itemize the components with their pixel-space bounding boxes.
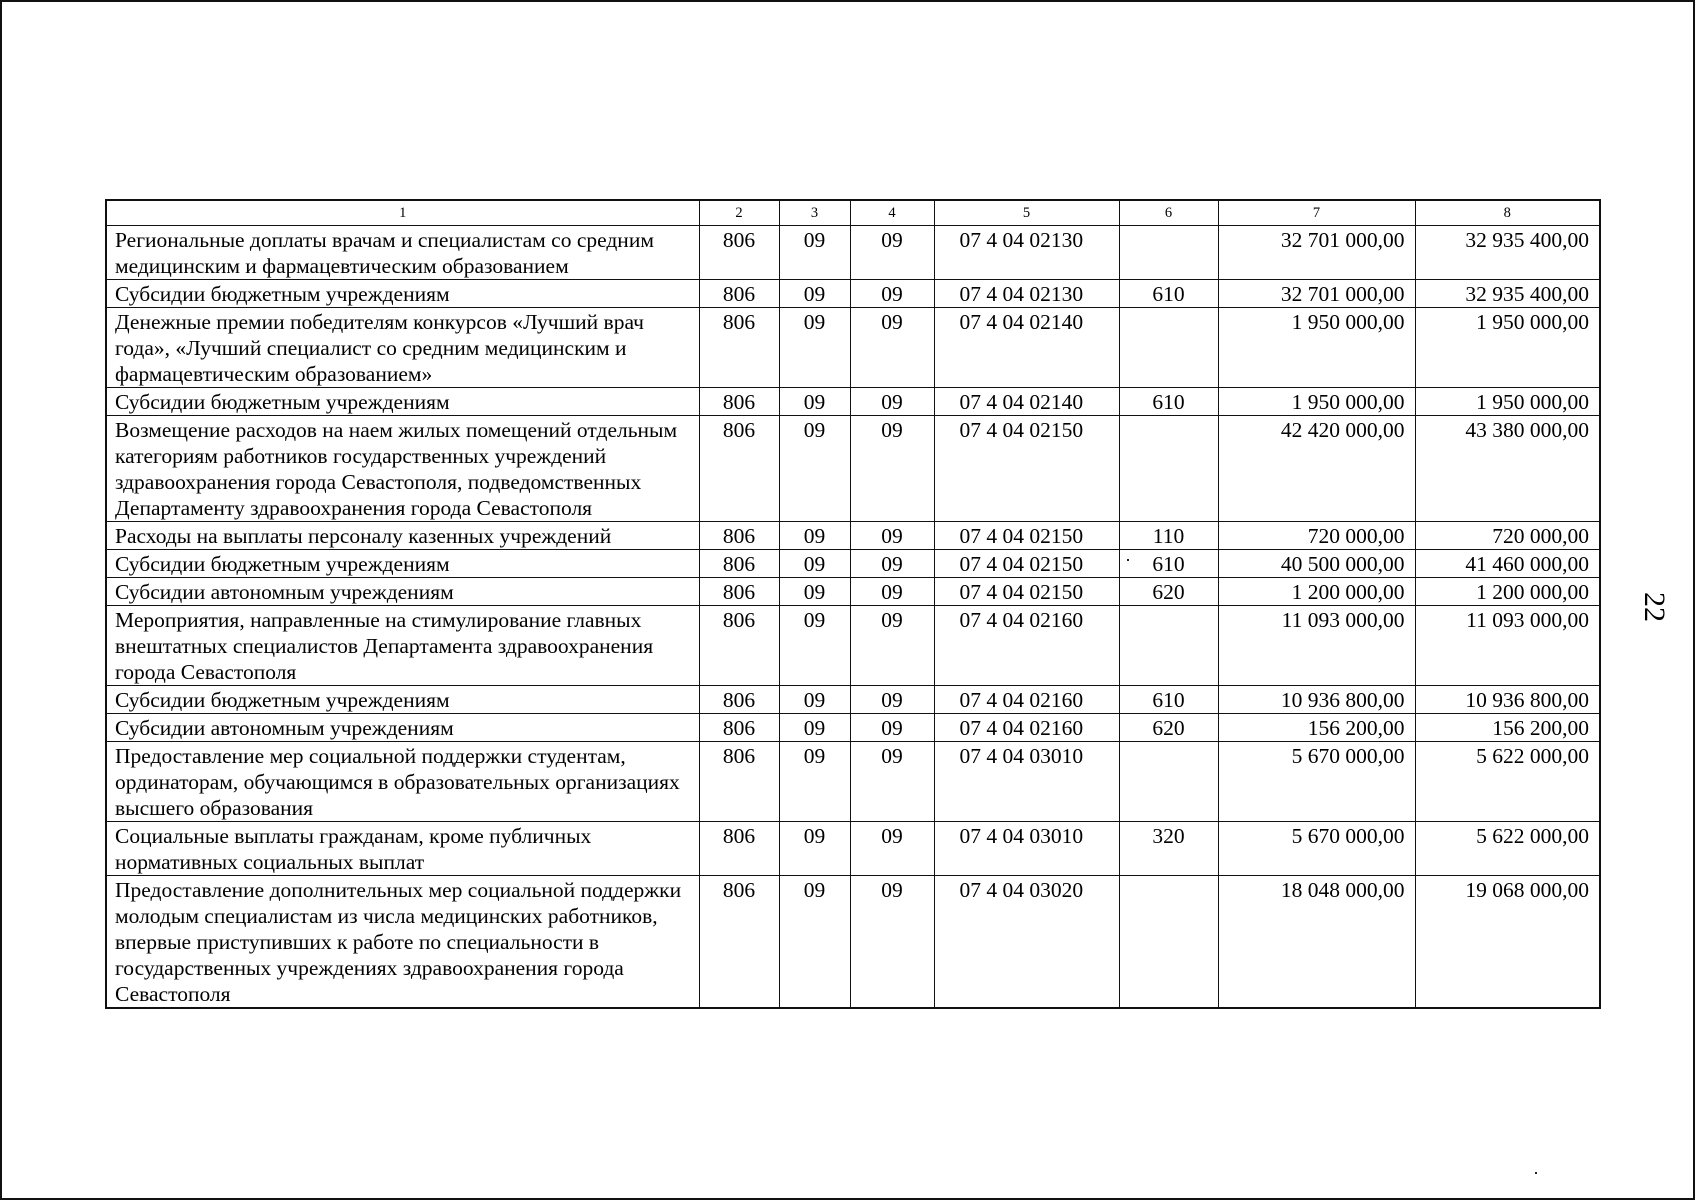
amount-col7-cell: 1 950 000,00	[1218, 308, 1415, 388]
column-header-5: 5	[934, 200, 1119, 226]
section-cell: 09	[779, 308, 850, 388]
table-row	[106, 550, 1600, 578]
table-row	[106, 522, 1600, 550]
subsection-cell: 09	[850, 280, 934, 308]
admin-code-cell: 806	[699, 308, 779, 388]
row-name-cell: Возмещение расходов на наем жилых помещений отдельным категориям работников государственных учреждений здравоохранения города Севастополя, подведомственных Департаменту здравоохранения города Севастополя	[106, 416, 699, 522]
row-name-cell: Предоставление мер социальной поддержки студентам, ординаторам, обучающимся в образовательных организациях высшего образования	[106, 742, 699, 822]
admin-code-cell: 806	[699, 686, 779, 714]
subsection-cell: 09	[850, 822, 934, 876]
row-name-cell: Социальные выплаты гражданам, кроме публичных нормативных социальных выплат	[106, 822, 699, 876]
row-name-cell: Субсидии автономным учреждениям	[106, 714, 699, 742]
target-article-cell: 07 4 04 02130	[934, 280, 1119, 308]
admin-code-cell: 806	[699, 280, 779, 308]
amount-col7-cell: 11 093 000,00	[1218, 606, 1415, 686]
table-row	[106, 686, 1600, 714]
amount-col8-cell: 1 950 000,00	[1415, 388, 1600, 416]
amount-col7-cell: 32 701 000,00	[1218, 280, 1415, 308]
table-header	[106, 200, 1600, 226]
amount-col7-cell: 1 950 000,00	[1218, 388, 1415, 416]
amount-col8-cell: 43 380 000,00	[1415, 416, 1600, 522]
section-cell: 09	[779, 606, 850, 686]
table-row	[106, 388, 1600, 416]
admin-code-cell: 806	[699, 226, 779, 280]
subsection-cell: 09	[850, 522, 934, 550]
expense-type-cell: 610	[1119, 388, 1218, 416]
subsection-cell: 09	[850, 686, 934, 714]
expense-type-cell	[1119, 308, 1218, 388]
row-name-cell: Субсидии автономным учреждениям	[106, 578, 699, 606]
amount-col7-cell: 720 000,00	[1218, 522, 1415, 550]
subsection-cell: 09	[850, 416, 934, 522]
expense-type-cell: 620	[1119, 578, 1218, 606]
amount-col8-cell: 11 093 000,00	[1415, 606, 1600, 686]
admin-code-cell: 806	[699, 822, 779, 876]
admin-code-cell: 806	[699, 550, 779, 578]
target-article-cell: 07 4 04 02150	[934, 578, 1119, 606]
expense-type-cell: 610	[1119, 686, 1218, 714]
column-header-7: 7	[1218, 200, 1415, 226]
subsection-cell: 09	[850, 578, 934, 606]
row-name-cell: Субсидии бюджетным учреждениям	[106, 388, 699, 416]
target-article-cell: 07 4 04 02140	[934, 308, 1119, 388]
section-cell: 09	[779, 578, 850, 606]
expense-type-cell: 610	[1119, 280, 1218, 308]
amount-col7-cell: 18 048 000,00	[1218, 876, 1415, 1009]
page-number: 22	[1638, 592, 1671, 622]
subsection-cell: 09	[850, 550, 934, 578]
subsection-cell: 09	[850, 388, 934, 416]
target-article-cell: 07 4 04 02160	[934, 714, 1119, 742]
expense-type-cell	[1119, 606, 1218, 686]
amount-col8-cell: 5 622 000,00	[1415, 742, 1600, 822]
admin-code-cell: 806	[699, 522, 779, 550]
amount-col7-cell: 5 670 000,00	[1218, 822, 1415, 876]
amount-col8-cell: 5 622 000,00	[1415, 822, 1600, 876]
section-cell: 09	[779, 714, 850, 742]
amount-col8-cell: 32 935 400,00	[1415, 226, 1600, 280]
section-cell: 09	[779, 742, 850, 822]
scan-speck	[1127, 559, 1129, 561]
amount-col7-cell: 156 200,00	[1218, 714, 1415, 742]
target-article-cell: 07 4 04 03010	[934, 742, 1119, 822]
expense-type-cell: 620	[1119, 714, 1218, 742]
expense-type-cell	[1119, 226, 1218, 280]
table-row	[106, 416, 1600, 522]
row-name-cell: Субсидии бюджетным учреждениям	[106, 280, 699, 308]
table-row	[106, 714, 1600, 742]
amount-col7-cell: 42 420 000,00	[1218, 416, 1415, 522]
amount-col7-cell: 5 670 000,00	[1218, 742, 1415, 822]
amount-col8-cell: 10 936 800,00	[1415, 686, 1600, 714]
target-article-cell: 07 4 04 02150	[934, 416, 1119, 522]
column-header-3: 3	[779, 200, 850, 226]
section-cell: 09	[779, 550, 850, 578]
subsection-cell: 09	[850, 876, 934, 1009]
budget-table-container	[105, 199, 1601, 1009]
scan-speck	[1535, 1172, 1537, 1174]
amount-col8-cell: 1 200 000,00	[1415, 578, 1600, 606]
target-article-cell: 07 4 04 02160	[934, 686, 1119, 714]
table-body	[106, 226, 1600, 1009]
row-name-cell: Субсидии бюджетным учреждениям	[106, 686, 699, 714]
table-row	[106, 308, 1600, 388]
section-cell: 09	[779, 226, 850, 280]
section-cell: 09	[779, 280, 850, 308]
budget-table	[105, 199, 1601, 1009]
column-header-6: 6	[1119, 200, 1218, 226]
table-row	[106, 280, 1600, 308]
target-article-cell: 07 4 04 02160	[934, 606, 1119, 686]
section-cell: 09	[779, 522, 850, 550]
admin-code-cell: 806	[699, 714, 779, 742]
row-name-cell: Субсидии бюджетным учреждениям	[106, 550, 699, 578]
amount-col8-cell: 41 460 000,00	[1415, 550, 1600, 578]
subsection-cell: 09	[850, 226, 934, 280]
row-name-cell: Мероприятия, направленные на стимулирование главных внештатных специалистов Департамента здравоохранения города Севастополя	[106, 606, 699, 686]
table-row	[106, 876, 1600, 1009]
section-cell: 09	[779, 876, 850, 1009]
expense-type-cell	[1119, 876, 1218, 1009]
admin-code-cell: 806	[699, 742, 779, 822]
amount-col7-cell: 10 936 800,00	[1218, 686, 1415, 714]
amount-col7-cell: 40 500 000,00	[1218, 550, 1415, 578]
table-row	[106, 822, 1600, 876]
admin-code-cell: 806	[699, 606, 779, 686]
target-article-cell: 07 4 04 03020	[934, 876, 1119, 1009]
target-article-cell: 07 4 04 03010	[934, 822, 1119, 876]
target-article-cell: 07 4 04 02150	[934, 522, 1119, 550]
expense-type-cell: 320	[1119, 822, 1218, 876]
admin-code-cell: 806	[699, 578, 779, 606]
amount-col8-cell: 156 200,00	[1415, 714, 1600, 742]
expense-type-cell	[1119, 416, 1218, 522]
amount-col8-cell: 32 935 400,00	[1415, 280, 1600, 308]
table-row	[106, 226, 1600, 280]
amount-col7-cell: 1 200 000,00	[1218, 578, 1415, 606]
target-article-cell: 07 4 04 02140	[934, 388, 1119, 416]
table-row	[106, 578, 1600, 606]
column-header-1: 1	[106, 200, 699, 226]
subsection-cell: 09	[850, 714, 934, 742]
column-header-2: 2	[699, 200, 779, 226]
amount-col8-cell: 720 000,00	[1415, 522, 1600, 550]
header-row	[106, 200, 1600, 226]
target-article-cell: 07 4 04 02130	[934, 226, 1119, 280]
column-header-4: 4	[850, 200, 934, 226]
row-name-cell: Расходы на выплаты персоналу казенных учреждений	[106, 522, 699, 550]
subsection-cell: 09	[850, 742, 934, 822]
expense-type-cell: 610	[1119, 550, 1218, 578]
row-name-cell: Региональные доплаты врачам и специалистам со средним медицинским и фармацевтическим образованием	[106, 226, 699, 280]
admin-code-cell: 806	[699, 876, 779, 1009]
section-cell: 09	[779, 388, 850, 416]
expense-type-cell: 110	[1119, 522, 1218, 550]
amount-col8-cell: 1 950 000,00	[1415, 308, 1600, 388]
subsection-cell: 09	[850, 308, 934, 388]
expense-type-cell	[1119, 742, 1218, 822]
table-row	[106, 606, 1600, 686]
table-row	[106, 742, 1600, 822]
amount-col7-cell: 32 701 000,00	[1218, 226, 1415, 280]
target-article-cell: 07 4 04 02150	[934, 550, 1119, 578]
admin-code-cell: 806	[699, 416, 779, 522]
row-name-cell: Предоставление дополнительных мер социальной поддержки молодым специалистам из числа медицинских работников, впервые приступивших к работе по специальности в государственных учреждениях здравоохранения города Севастополя	[106, 876, 699, 1009]
column-header-8: 8	[1415, 200, 1600, 226]
section-cell: 09	[779, 686, 850, 714]
admin-code-cell: 806	[699, 388, 779, 416]
amount-col8-cell: 19 068 000,00	[1415, 876, 1600, 1009]
section-cell: 09	[779, 822, 850, 876]
row-name-cell: Денежные премии победителям конкурсов «Лучший врач года», «Лучший специалист со средним медицинским и фармацевтическим образованием»	[106, 308, 699, 388]
subsection-cell: 09	[850, 606, 934, 686]
section-cell: 09	[779, 416, 850, 522]
